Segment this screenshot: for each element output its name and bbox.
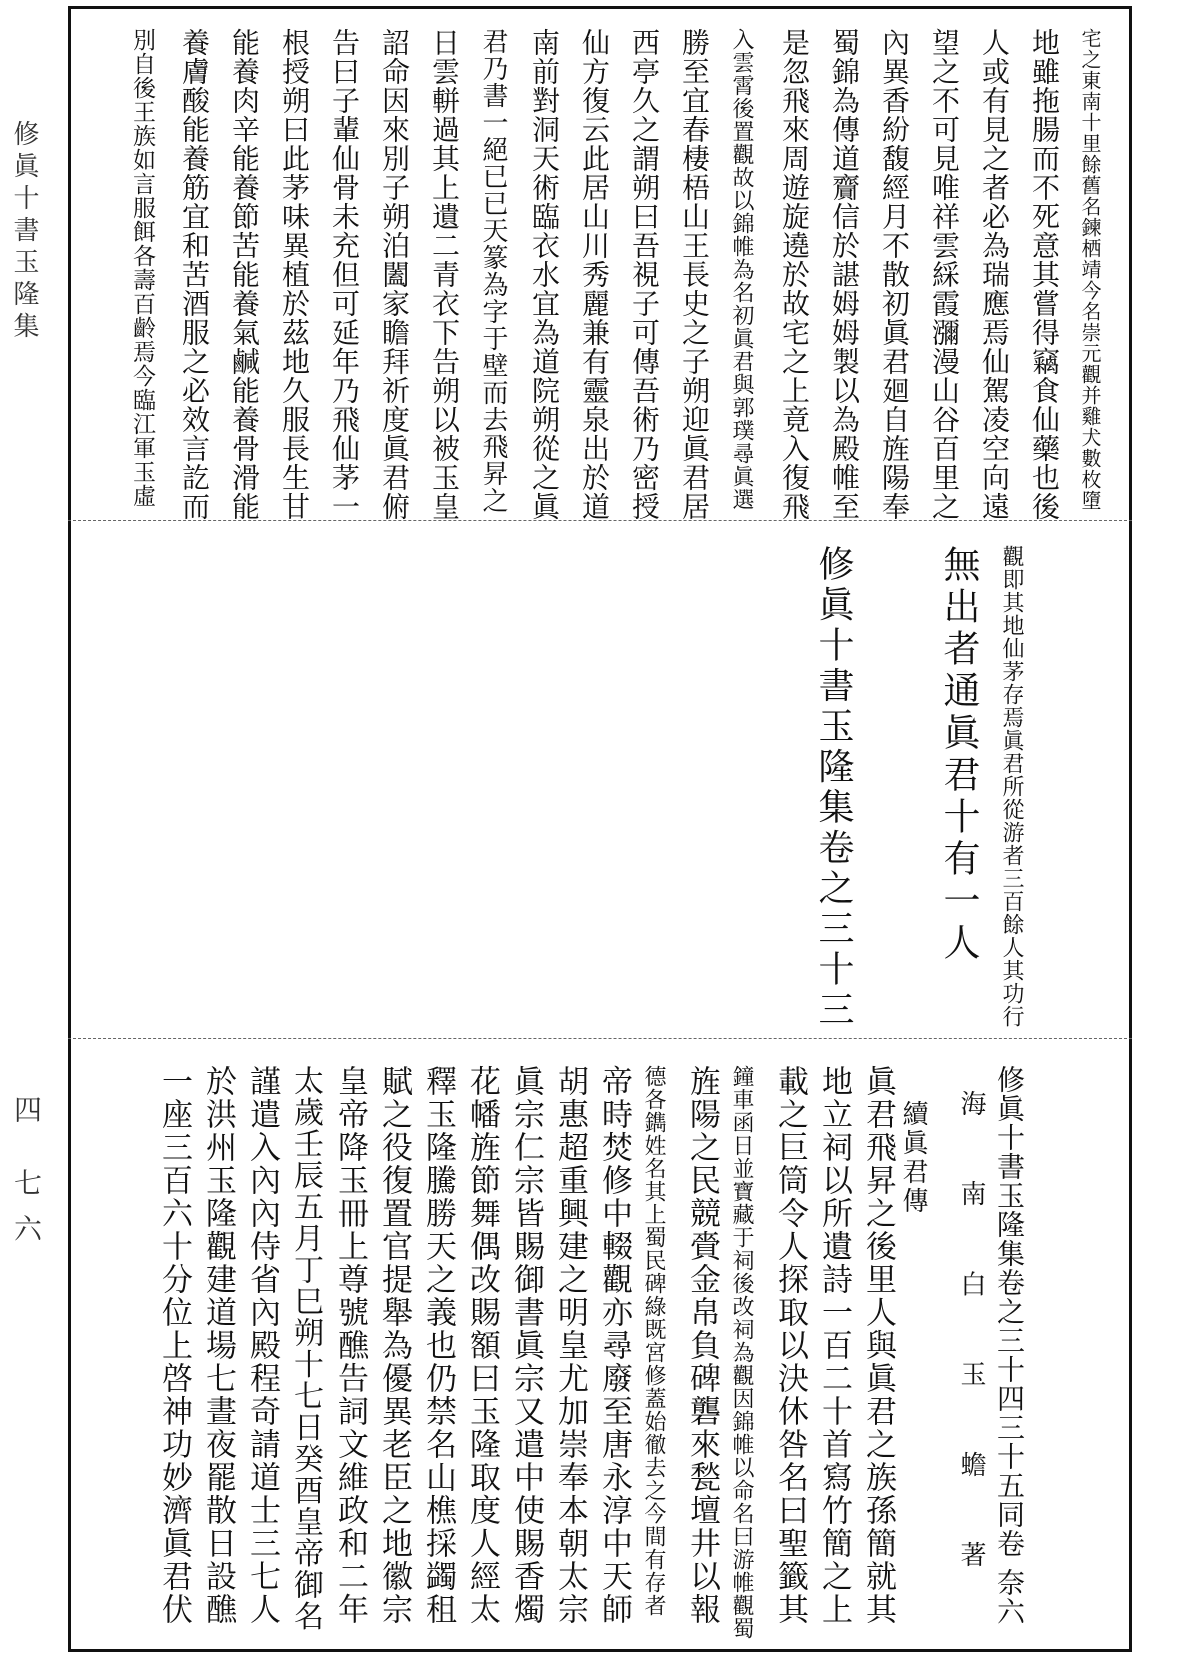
text-column: 蜀錦為傳道齎信於諶姆姆製以為殿帷至 [828,28,861,521]
text-column: 宅之東南十里餘舊名鍊栖靖今名崇元觀并雞犬數枚墮 [1078,28,1102,511]
text-column: 仙方復云此居山川秀麗兼有靈泉出於道 [578,28,611,521]
text-column: 根授朔曰此茅味異植於茲地久服長生甘 [278,28,311,521]
text-column: 觀即其地仙茅存焉眞君所從游者三百餘人其功行 [999,545,1024,1028]
chapter-title: 修眞十書玉隆集卷之三十四三十五同卷 奈六 [993,1065,1026,1626]
text-column: 旌陽之民競賫金帛負碑礱來甃壇井以報 [684,1065,720,1626]
text-column: 日雲軿過其上遺二青衣下告朔以被玉皇 [428,28,461,521]
text-column: 勝至宜春棲梧山王長史之子朔迎眞君居 [678,28,711,521]
author-line: 海 南 白 玉 蟾 著 [956,1090,986,1596]
chapter-end-title: 修眞十書玉隆集卷之三十三 [813,545,854,1031]
text-column: 眞君飛昇之後里人與眞君之族孫簡就其 [860,1065,896,1626]
text-column: 一座三百六十分位上啓神功妙濟眞君伏 [156,1065,192,1626]
section-heading: 續眞君傳 [898,1100,928,1216]
text-column: 胡惠超重興建之明皇尤加崇奉本朝太宗 [552,1065,588,1626]
text-column: 南前對洞天術臨衣水宜為道院朔從之眞 [528,28,561,521]
text-column: 鐘車函日並寶藏于祠後改祠為觀因錦帷以命名曰游帷觀蜀 [729,1065,754,1640]
text-column: 是忽飛來周遊旋遶於故宅之上竟入復飛 [778,28,811,521]
text-column: 君乃書一絕已已天篆為字于壁而去飛昇之 [478,28,508,514]
text-column: 載之巨筒令人探取以決休咎名曰聖籤其 [772,1065,808,1626]
text-column: 人或有見之者必為瑞應焉仙駕凌空向遠 [978,28,1011,521]
text-column: 告曰子輩仙骨未充但可延年乃飛仙茅一 [328,28,361,521]
section-divider-bottom [68,1038,1132,1039]
text-column: 帝時焚修中輟觀亦尋廢至唐永淳中天師 [596,1065,632,1626]
text-column: 地雖拖腸而不死意其嘗得竊食仙藥也後 [1028,28,1061,521]
text-column: 於洪州玉隆觀建道場七晝夜罷散日設醮 [200,1065,236,1626]
margin-page-number: 四 七六 [10,1095,43,1260]
text-column: 入雲霄後置觀故以錦帷為名初眞君與郭璞尋眞選 [729,28,754,511]
text-column: 眞宗仁宗皆賜御書眞宗又遣中使賜香燭 [508,1065,544,1626]
text-column: 皇帝降玉冊上尊號醮告詞文維政和二年 [332,1065,368,1626]
margin-book-title: 修眞十書玉隆集 [9,120,39,344]
text-column: 西亭久之謂朔曰吾視子可傳吾術乃密授 [628,28,661,521]
text-column: 德各鐫姓名其上蜀民碑綠既宮修蓋始徹去之今間有存者 [641,1065,666,1617]
text-column: 望之不可見唯祥雲綵霞瀰漫山谷百里之 [928,28,961,521]
text-column: 太歲壬辰五月丁巳朔十七日癸酉皇帝御名 [288,1065,323,1632]
text-column: 養膚酸能養筋宜和苦酒服之必效言訖而 [178,28,211,521]
text-column: 地立祠以所遺詩一百二十首寫竹簡之上 [816,1065,852,1626]
text-column: 花幡旌節舞偶改賜額曰玉隆取度人經太 [464,1065,500,1626]
text-column: 賦之役復置官提舉為優異老臣之地徽宗 [376,1065,412,1626]
text-column: 詔命因來別子朔泊闔家瞻拜祈度眞君俯 [378,28,411,521]
text-column: 釋玉隆騰勝天之義也仍禁名山樵採蠲租 [420,1065,456,1626]
text-column: 謹遣入內內侍省內殿程奇請道士三七人 [244,1065,280,1626]
text-column: 能養肉辛能養節苦能養氣鹹能養骨滑能 [228,28,261,521]
text-column: 別自後王族如言服餌各壽百齡焉今臨江軍玉虛 [129,28,155,508]
text-column: 內異香紛馥經月不散初眞君廻自旌陽奉 [878,28,911,521]
text-column: 無出者通眞君十有一人 [937,545,980,965]
